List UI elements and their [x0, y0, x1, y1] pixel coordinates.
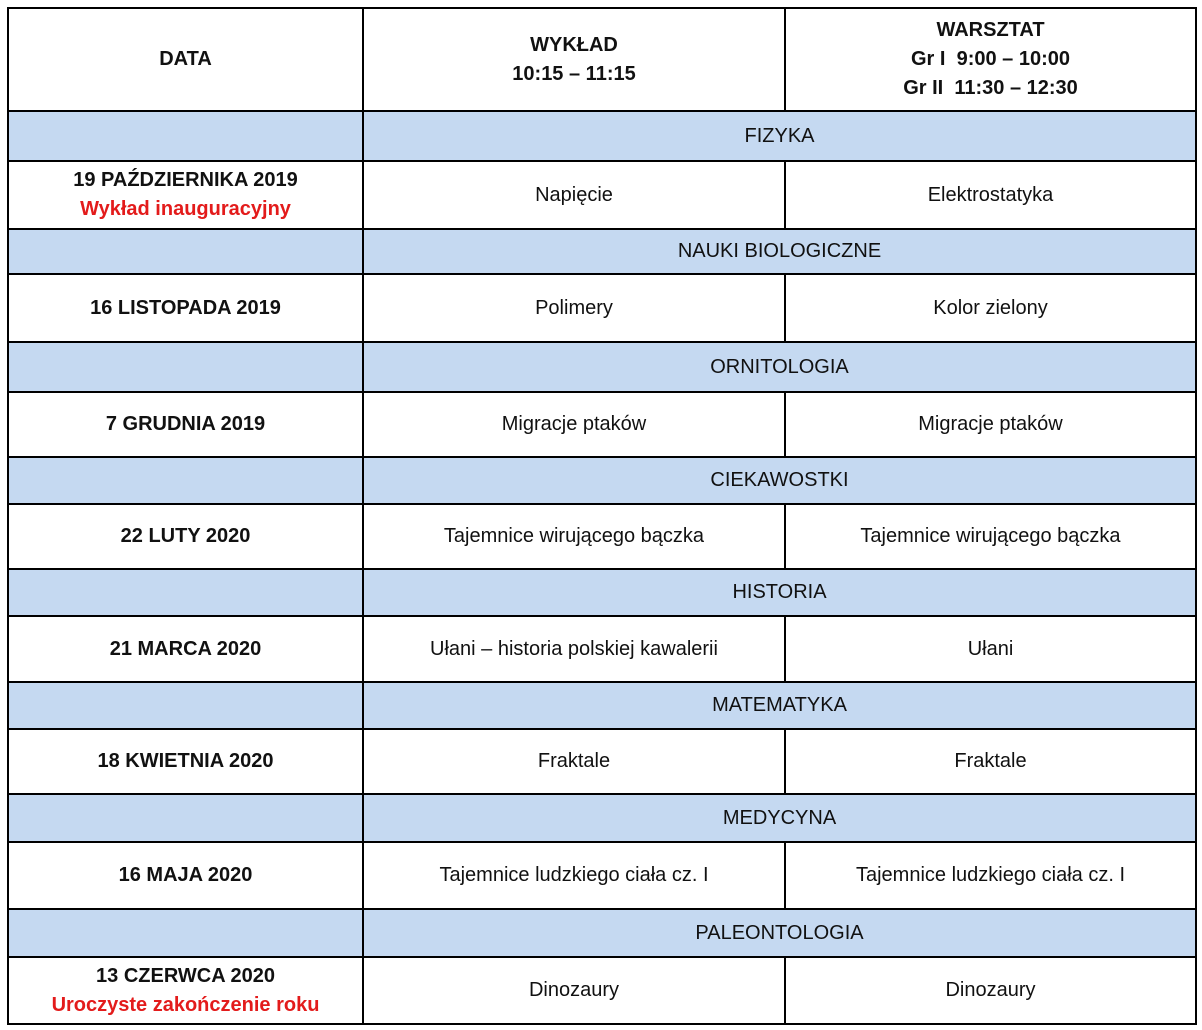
header-lecture	[363, 8, 785, 111]
section-row	[8, 342, 1196, 392]
section-subject: ORNITOLOGIA	[363, 342, 1196, 392]
section-spacer	[8, 342, 363, 392]
section-spacer	[8, 457, 363, 504]
workshop-group-2: Gr II 11:30 – 12:30	[903, 77, 1078, 99]
session-workshop: Migracje ptaków	[785, 392, 1196, 457]
section-spacer	[8, 111, 363, 161]
session-lecture: Polimery	[363, 274, 785, 342]
session-date: 16 LISTOPADA 2019	[8, 274, 363, 342]
section-spacer	[8, 794, 363, 842]
session-date: 18 KWIETNIA 2020	[8, 729, 363, 794]
session-lecture: Tajemnice ludzkiego ciała cz. I	[363, 842, 785, 909]
session-lecture: Dinozaury	[363, 957, 785, 1024]
session-workshop: Ułani	[785, 616, 1196, 682]
session-workshop: Elektrostatyka	[785, 161, 1196, 229]
session-lecture: Migracje ptaków	[363, 392, 785, 457]
workshop-group-1: Gr I 9:00 – 10:00	[911, 48, 1070, 70]
section-spacer	[8, 682, 363, 729]
session-lecture: Fraktale	[363, 729, 785, 794]
session-row	[8, 161, 1196, 229]
header-workshop	[785, 8, 1196, 111]
section-row	[8, 111, 1196, 161]
session-row	[8, 842, 1196, 909]
session-date-cell	[8, 957, 363, 1024]
header-date: DATA	[8, 8, 363, 111]
section-row	[8, 229, 1196, 274]
session-row	[8, 392, 1196, 457]
session-workshop: Fraktale	[785, 729, 1196, 794]
session-workshop: Tajemnice wirującego bączka	[785, 504, 1196, 569]
section-row	[8, 457, 1196, 504]
schedule-table	[7, 7, 1197, 1025]
session-workshop: Kolor zielony	[785, 274, 1196, 342]
session-date: 22 LUTY 2020	[8, 504, 363, 569]
section-spacer	[8, 229, 363, 274]
section-row	[8, 794, 1196, 842]
session-row	[8, 957, 1196, 1024]
session-date-cell	[8, 161, 363, 229]
section-spacer	[8, 909, 363, 957]
session-row	[8, 616, 1196, 682]
section-subject: PALEONTOLOGIA	[363, 909, 1196, 957]
session-workshop: Tajemnice ludzkiego ciała cz. I	[785, 842, 1196, 909]
session-note: Wykład inauguracyjny	[80, 198, 291, 220]
section-subject: NAUKI BIOLOGICZNE	[363, 229, 1196, 274]
workshop-title: WARSZTAT	[936, 19, 1045, 41]
section-subject: CIEKAWOSTKI	[363, 457, 1196, 504]
session-lecture: Napięcie	[363, 161, 785, 229]
session-row	[8, 504, 1196, 569]
lecture-time: 10:15 – 11:15	[512, 62, 636, 85]
section-subject: MATEMATYKA	[363, 682, 1196, 729]
session-date: 21 MARCA 2020	[8, 616, 363, 682]
session-lecture: Tajemnice wirującego bączka	[363, 504, 785, 569]
section-spacer	[8, 569, 363, 616]
section-subject: FIZYKA	[363, 111, 1196, 161]
session-row	[8, 274, 1196, 342]
session-lecture: Ułani – historia polskiej kawalerii	[363, 616, 785, 682]
section-subject: MEDYCYNA	[363, 794, 1196, 842]
header-row	[8, 8, 1196, 111]
session-date: 7 GRUDNIA 2019	[8, 392, 363, 457]
section-row	[8, 569, 1196, 616]
section-row	[8, 909, 1196, 957]
section-subject: HISTORIA	[363, 569, 1196, 616]
session-date: 13 CZERWCA 2020	[96, 964, 275, 987]
lecture-title: WYKŁAD	[530, 33, 618, 56]
session-workshop: Dinozaury	[785, 957, 1196, 1024]
section-row	[8, 682, 1196, 729]
session-date: 16 MAJA 2020	[8, 842, 363, 909]
session-note: Uroczyste zakończenie roku	[51, 993, 320, 1016]
session-row	[8, 729, 1196, 794]
session-date: 19 PAŹDZIERNIKA 2019	[73, 169, 298, 191]
